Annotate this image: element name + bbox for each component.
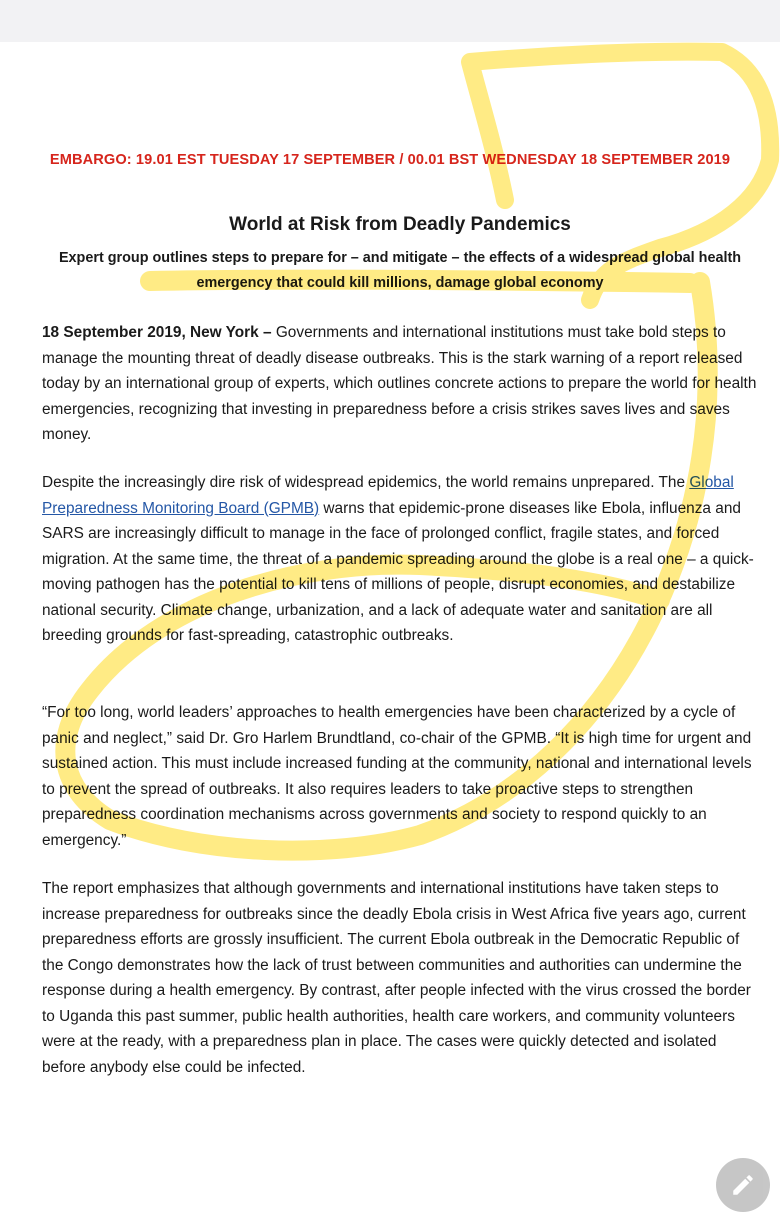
viewer-top-bar: [0, 0, 780, 43]
paragraph-report: The report emphasizes that although governments and international institutions have taken steps to increase preparedness for outbreaks since the deadly Ebola crisis in West Africa five years ago, current preparedness efforts are grossly insufficient. The current Ebola outbreak in the Democratic Republic of the Congo demonstrates how the lack of trust between communities and authorities can undermine the response during a health emergency. By contrast, after people infected with the virus crossed the border to Uganda this past summer, public health authorities, health care workers, and community volunteers were at the ready, with a preparedness plan in place. The cases were quickly detected and isolated before anybody else could be infected.: [42, 880, 751, 1076]
edit-button[interactable]: [716, 1158, 770, 1212]
paragraph-risk-text-before: Despite the increasingly dire risk of widespread epidemics, the world remains unprepared. The: [42, 474, 690, 491]
paragraph-intro-text: Governments and international institutions must take bold steps to manage the mounting threat of deadly disease outbreaks. This is the stark warning of a report released today by an international group of experts, which outlines concrete actions to prepare the world for health emergencies, recognizing that investing in preparedness before a crisis strikes saves lives and saves money.: [42, 324, 757, 443]
embargo-notice: EMBARGO: 19.01 EST TUESDAY 17 SEPTEMBER / 00.01 BST WEDNESDAY 18 SEPTEMBER 2019: [49, 152, 731, 168]
dateline: 18 September 2019, New York –: [42, 324, 272, 341]
paragraph-risk-text-after: warns that epidemic-prone diseases like Ebola, influenza and SARS are increasingly difficult to manage in the face of prolonged conflict, fragile states, and forced migration. At the same time, the threat of a pandemic spreading around the globe is a real one – a quick-moving pathogen has the potential to kill tens of millions of people, disrupt economies, and destabilize national security. Climate change, urbanization, and a lack of adequate water and sanitation are all breeding grounds for fast-spreading, catastrophic outbreaks.: [42, 499, 754, 644]
press-release-subtitle: Expert group outlines steps to prepare for – and mitigate – the effects of a widespread global health emergency that could kill millions, damage global economy: [58, 250, 742, 291]
gpmb-link[interactable]: Global Preparedness Monitoring Board (GPMB): [42, 474, 734, 517]
pencil-icon: [730, 1172, 756, 1198]
paragraph-intro: [42, 320, 762, 448]
paragraph-risk: [42, 470, 762, 649]
paragraph-quote: “For too long, world leaders’ approaches to health emergencies have been characterized by a cycle of panic and neglect,” said Dr. Gro Harlem Brundtland, co-chair of the GPMB. “It is high time for urgent and sustained action. This must include increased funding at the community, national and international levels to prevent the spread of outbreaks. It also requires leaders to take proactive steps to strengthen preparedness coordination mechanisms across governments and society to respond quickly to an emergency.”: [42, 704, 752, 849]
press-release-title: World at Risk from Deadly Pandemics: [229, 214, 571, 235]
